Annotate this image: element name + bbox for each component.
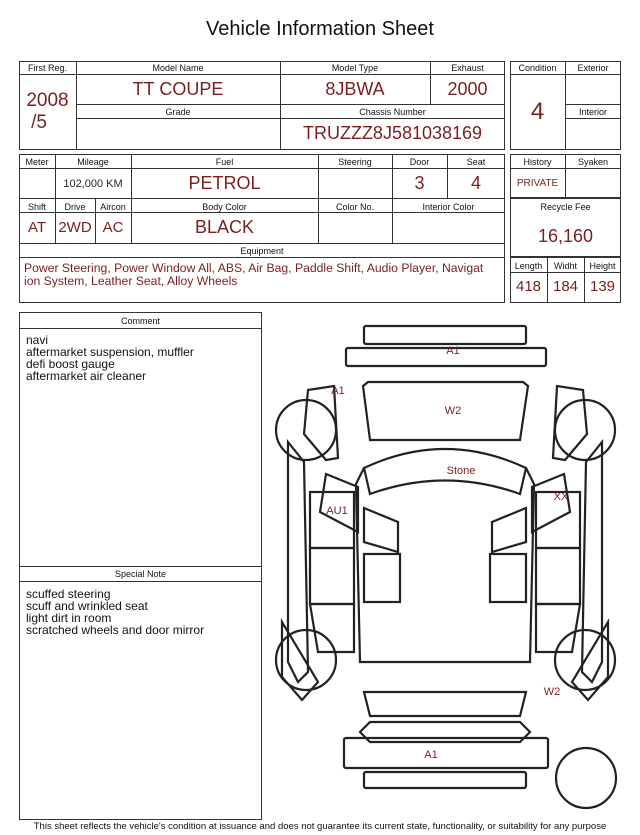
divider [19, 212, 505, 213]
condition-label: Condition [518, 63, 557, 73]
syaken-label: Syaken [577, 157, 609, 167]
comment-line: navi [26, 333, 49, 347]
fuel-label: Fuel [215, 157, 234, 167]
shift-label: Shift [27, 202, 46, 212]
divider [19, 328, 262, 329]
damage-mark-right-door: XX [553, 491, 569, 503]
special-note-line: scratched wheels and door mirror [26, 623, 205, 637]
comment-line: defi boost gauge [26, 357, 115, 371]
damage-mark-rear: A1 [424, 749, 438, 761]
first-reg-year: 2008 [26, 90, 69, 111]
body-color-label: Body Color [202, 202, 247, 212]
model-name-label: Model Name [152, 63, 204, 73]
special-note-line: scuff and wrinkled seat [26, 599, 148, 613]
damage-mark-front: A1 [446, 345, 460, 357]
damage-mark-rear-right-fender: W2 [543, 686, 561, 698]
fuel-value: PETROL [188, 173, 261, 193]
seat-value: 4 [470, 173, 481, 193]
recycle-fee-value: 16,160 [537, 226, 594, 246]
model-type-value: 8JBWA [325, 79, 385, 99]
equipment-line-2: ion System, Leather Seat, Alloy Wheels [24, 274, 238, 288]
history-label: History [523, 157, 552, 167]
divider [392, 154, 393, 243]
aircon-value: AC [102, 219, 124, 236]
divider [19, 198, 505, 199]
length-value: 418 [515, 278, 542, 295]
recycle-fee-label: Recycle Fee [540, 202, 591, 212]
comment-line: aftermarket suspension, muffler [26, 345, 194, 359]
mileage-value: 102,000 KM [63, 178, 123, 190]
interior-label: Interior [578, 107, 607, 117]
chassis-number-value: TRUZZZ8J581038169 [302, 123, 483, 143]
equipment-label: Equipment [240, 246, 284, 256]
mileage-label: Mileage [77, 157, 109, 167]
exhaust-label: Exhaust [451, 63, 484, 73]
divider [510, 272, 621, 273]
divider [76, 118, 505, 119]
width-value: 184 [552, 278, 579, 295]
divider [19, 74, 505, 75]
model-type-label: Model Type [331, 63, 379, 73]
special-note-line: scuffed steering [26, 587, 111, 601]
height-value: 139 [589, 278, 616, 295]
exterior-label: Exterior [577, 63, 609, 73]
divider [76, 104, 505, 105]
divider [565, 118, 621, 119]
divider [76, 61, 77, 150]
length-label: Length [514, 261, 543, 271]
divider [19, 168, 505, 169]
door-value: 3 [414, 173, 425, 193]
divider [318, 154, 319, 243]
width-label: Widht [553, 261, 577, 271]
first-reg-month: /5 [31, 112, 47, 133]
exhaust-value: 2000 [447, 79, 488, 99]
equipment-line-1: Power Steering, Power Window All, ABS, Air Bag, Paddle Shift, Audio Player, Navigat [24, 261, 484, 275]
seat-label: Seat [466, 157, 486, 167]
car-damage-diagram [268, 322, 628, 820]
shift-value: AT [27, 219, 47, 236]
color-no-label: Color No. [335, 202, 374, 212]
body-color-value: BLACK [194, 217, 255, 237]
damage-mark-front-left-fender: A1 [331, 385, 345, 397]
sheet-title: Vehicle Information Sheet [206, 18, 434, 40]
meter-label: Meter [25, 157, 49, 167]
damage-mark-left-door: AU1 [326, 505, 348, 517]
divider [565, 104, 621, 105]
chassis-number-label: Chassis Number [359, 107, 426, 117]
special-note-label: Special Note [114, 569, 167, 579]
condition-value: 4 [530, 98, 545, 125]
divider [19, 566, 262, 567]
height-label: Height [589, 261, 616, 271]
damage-mark-windshield: Stone [446, 465, 476, 477]
grade-label: Grade [165, 107, 191, 117]
drive-value: 2WD [58, 219, 92, 236]
door-label: Door [409, 157, 430, 167]
comment-line: aftermarket air cleaner [26, 369, 147, 383]
comment-label: Comment [120, 316, 160, 326]
drive-label: Drive [64, 202, 86, 212]
aircon-label: Aircon [100, 202, 126, 212]
divider [19, 581, 262, 582]
steering-label: Steering [338, 157, 372, 167]
divider [19, 243, 505, 244]
first-reg-label: First Reg. [27, 63, 67, 73]
divider [565, 61, 566, 150]
model-name-value: TT COUPE [132, 79, 224, 99]
interior-color-label: Interior Color [422, 202, 475, 212]
divider [19, 257, 505, 258]
damage-mark-hood: W2 [444, 405, 462, 417]
disclaimer-footer: This sheet reflects the vehicle's condition at issuance and does not guarantee its current state, functionality, or suitability for any purpose [33, 821, 607, 832]
special-note-line: light dirt in room [26, 611, 112, 625]
history-value: PRIVATE [516, 178, 559, 189]
